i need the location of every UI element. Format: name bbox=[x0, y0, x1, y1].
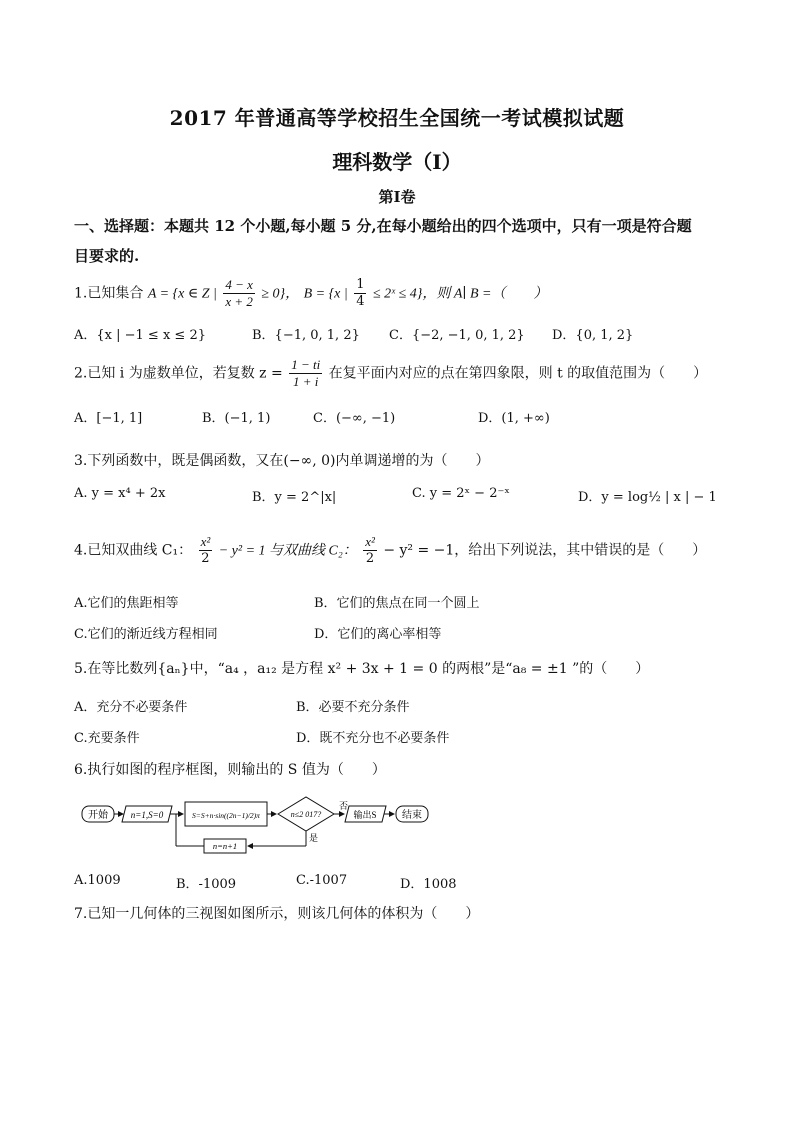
q5-option-d: D．既不充分也不必要条件 bbox=[296, 731, 450, 746]
q6-option-b: B．-1009 bbox=[176, 877, 237, 892]
q4-prefix: 4.已知双曲线 C₁： bbox=[74, 542, 193, 559]
q6-option-d: D．1008 bbox=[400, 877, 457, 892]
q1-fraction bbox=[223, 278, 255, 309]
question-6: 6.执行如图的程序框图，则输出的 S 值为（ ） bbox=[74, 762, 386, 778]
volume-label: 第Ⅰ卷 bbox=[378, 188, 416, 206]
q1-option-b: B．{−1, 0, 1, 2} bbox=[252, 328, 360, 343]
paper-subtitle: 理科数学（Ⅰ） bbox=[332, 150, 462, 174]
q2-option-a: A．[−1, 1] bbox=[74, 411, 143, 426]
flow-init-label: n=1,S=0 bbox=[130, 810, 164, 820]
q4-option-d: D．它们的离心率相等 bbox=[314, 627, 442, 642]
q5-option-a: A．充分不必要条件 bbox=[74, 700, 188, 715]
q1-frac-den: x + 2 bbox=[225, 294, 253, 309]
flow-end-label: 结束 bbox=[402, 810, 422, 821]
q1-set-a-open: A = {x ∈ Z | bbox=[147, 286, 217, 302]
section-heading-line2: 目要求的. bbox=[74, 247, 140, 265]
question-5: 5.在等比数列{aₙ}中，“a₄ ，a₁₂ 是方程 x² + 3x + 1 = 0 的两根”是“a₈ = ±1 ”的（ ） bbox=[74, 661, 650, 677]
q2-fraction bbox=[289, 358, 322, 389]
q3-option-d: D．y = log½ | x | − 1 bbox=[578, 490, 717, 505]
q4-fraction-2 bbox=[363, 535, 377, 566]
q2-option-c: C．(−∞, −1) bbox=[313, 411, 396, 426]
q4-fraction-1 bbox=[199, 535, 213, 566]
q5-option-c: C.充要条件 bbox=[74, 731, 140, 746]
q1-b-frac-num: 1 bbox=[356, 277, 365, 292]
flow-yes-label: 是 bbox=[309, 833, 319, 843]
q1-b-frac-den: 4 bbox=[356, 294, 365, 309]
q1-option-c: C．{−2, −1, 0, 1, 2} bbox=[389, 328, 525, 343]
q4-option-a: A.它们的焦距相等 bbox=[74, 596, 179, 611]
q4-option-b: B．它们的焦点在同一个圆上 bbox=[314, 596, 480, 611]
q4-frac1-num: x² bbox=[200, 534, 211, 549]
flow-no-label: 否 bbox=[339, 801, 349, 811]
q1-set-a-close: ≥ 0}， bbox=[261, 286, 300, 302]
flow-process-label: S=S+n·sin((2n−1)/2)π bbox=[192, 811, 260, 820]
q6-option-c: C.-1007 bbox=[296, 873, 348, 888]
q3-option-a: A. y = x⁴ + 2x bbox=[74, 486, 166, 501]
q3-option-c: C. y = 2ˣ − 2⁻ˣ bbox=[412, 486, 510, 501]
q2-option-d: D．(1, +∞) bbox=[478, 411, 550, 426]
question-7: 7.已知一几何体的三视图如图所示，则该几何体的体积为（ ） bbox=[74, 906, 480, 922]
flow-start-label: 开始 bbox=[88, 810, 108, 821]
q2-suffix: 在复平面内对应的点在第四象限，则 t 的取值范围为（ ） bbox=[328, 365, 708, 382]
q6-option-a: A.1009 bbox=[74, 873, 121, 888]
flow-output-label: 输出S bbox=[353, 810, 377, 820]
q4-option-c: C.它们的渐近线方程相同 bbox=[74, 627, 218, 642]
question-2 bbox=[74, 358, 707, 389]
question-4 bbox=[74, 535, 706, 566]
q3-option-b: B．y = 2^|x| bbox=[252, 490, 337, 505]
question-3: 3.下列函数中，既是偶函数，又在(−∞, 0)内单调递增的为（ ） bbox=[74, 453, 490, 469]
q1-option-a: A．{x | −1 ≤ x ≤ 2} bbox=[74, 328, 206, 343]
q1-frac-num: 4 − x bbox=[225, 277, 253, 292]
q5-option-b: B．必要不充分条件 bbox=[296, 700, 410, 715]
q4-suffix: − y² = −1，给出下列说法，其中错误的是（ ） bbox=[383, 542, 707, 559]
q6-flowchart bbox=[76, 794, 436, 858]
section-heading-line1: 一、选择题：本题共 12 个小题,每小题 5 分,在每小题给出的四个选项中，只有一项是符合题 bbox=[74, 217, 692, 235]
q4-frac2-num: x² bbox=[365, 534, 375, 549]
flow-decision-label: n≤2 017? bbox=[290, 810, 322, 819]
q1-set-b-close: ≤ 2ˣ ≤ 4}，则 A∣ B =（ ） bbox=[372, 286, 548, 302]
q4-frac1-den: 2 bbox=[201, 551, 210, 566]
q2-option-b: B．(−1, 1) bbox=[202, 411, 271, 426]
q2-prefix: 2.已知 i 为虚数单位，若复数 z = bbox=[74, 365, 283, 382]
q4-frac2-den: 2 bbox=[365, 551, 375, 566]
q1-b-fraction bbox=[354, 278, 366, 309]
q2-frac-den: 1 + i bbox=[293, 374, 319, 389]
q1-set-b-open: B = {x | bbox=[303, 286, 348, 302]
paper-title: 2017 年普通高等学校招生全国统一考试模拟试题 bbox=[169, 106, 625, 130]
q1-option-d: D．{0, 1, 2} bbox=[552, 328, 634, 343]
q4-mid: − y² = 1 与双曲线 C₂： bbox=[218, 543, 357, 559]
question-1 bbox=[74, 278, 547, 309]
q2-frac-num: 1 − ti bbox=[291, 357, 321, 372]
flow-increment-label: n=n+1 bbox=[212, 841, 238, 851]
q1-prefix: 1.已知集合 bbox=[74, 285, 144, 302]
